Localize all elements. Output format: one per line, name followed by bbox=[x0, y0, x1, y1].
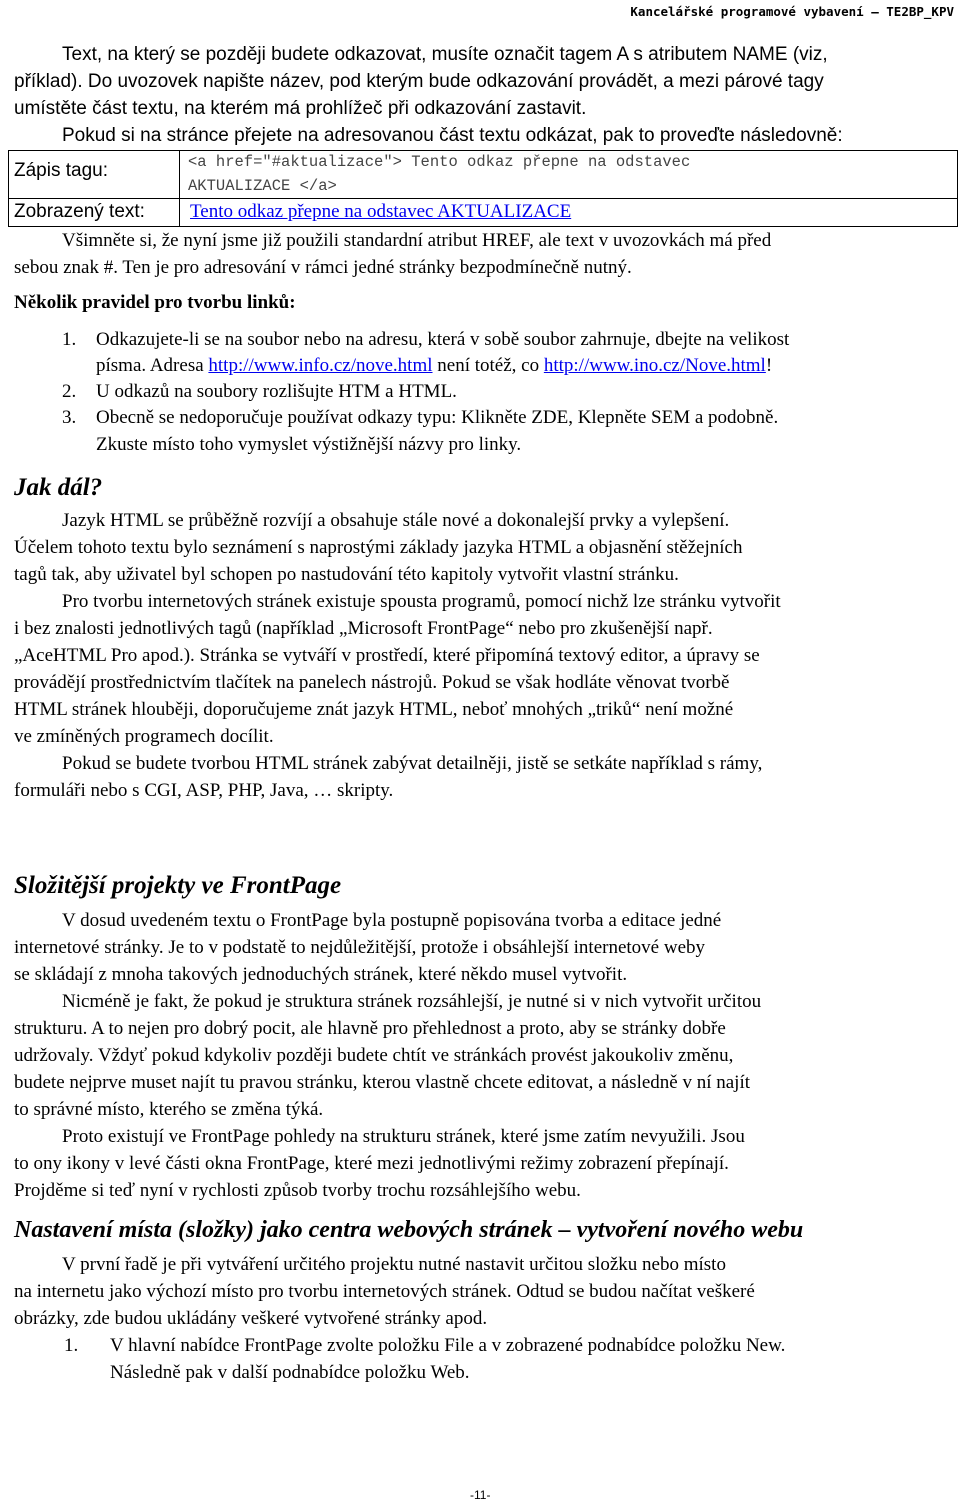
frontpage-line-11: Projděme si teď nyní v rychlosti způsob tvorby trochu rozsáhlejšího webu. bbox=[14, 1180, 581, 1201]
page-number: -11- bbox=[470, 1488, 491, 1502]
link-info-nove[interactable]: http://www.info.cz/nove.html bbox=[208, 355, 433, 376]
jak-dal-heading: Jak dál? bbox=[14, 474, 103, 501]
nastaveni-line-1: V první řadě je při vytváření určitého projektu nutné nastavit určitou složku nebo místo bbox=[62, 1254, 726, 1275]
displayed-text-label: Zobrazený text: bbox=[14, 201, 145, 222]
jak-dal-line-8: HTML stránek hlouběji, doporučujeme znát jazyk HTML, neboť mnohých „triků“ není možné bbox=[14, 699, 734, 720]
jak-dal-line-7: provádějí prostřednictvím tlačítek na panelech nástrojů. Pokud se však hodláte věnovat tvorbě bbox=[14, 672, 730, 693]
rules-heading: Několik pravidel pro tvorbu linků: bbox=[14, 292, 296, 313]
frontpage-line-7: budete nejprve muset najít tu pravou stránku, kterou vlastně chcete editovat, a následně v ní najít bbox=[14, 1072, 751, 1093]
nastaveni-line-2: na internetu jako výchozí místo pro tvorbu internetových stránek. Odtud se budou načítat veškeré bbox=[14, 1281, 755, 1302]
intro-line-3: umístěte část textu, na kterém má prohlížeč při odkazování zastavit. bbox=[14, 98, 587, 119]
jak-dal-line-1: Jazyk HTML se průběžně rozvíjí a obsahuje stále nové a dokonalejší prvky a vylepšení. bbox=[62, 510, 730, 531]
nastaveni-heading: Nastavení místa (složky) jako centra webových stránek – vytvoření nového webu bbox=[14, 1217, 804, 1243]
rule-1-line-1: Odkazujete-li se na soubor nebo na adresu, která v sobě soubor zahrnuje, dbejte na velikost bbox=[96, 329, 790, 350]
rule-1-number: 1. bbox=[62, 329, 77, 350]
rule-1-line-2: písma. Adresa http://www.info.cz/nove.html není totéž, co http://www.ino.cz/Nove.html! bbox=[96, 355, 773, 376]
rule-2-text: U odkazů na soubory rozlišujte HTM a HTML. bbox=[96, 381, 457, 402]
frontpage-line-9: Proto existují ve FrontPage pohledy na strukturu stránek, které jsme zatím nevyužili. Jsou bbox=[62, 1126, 745, 1147]
rule-3-number: 3. bbox=[62, 407, 77, 428]
jak-dal-line-10: Pokud se budete tvorbou HTML stránek zabývat detailněji, jistě se setkáte například s rámy, bbox=[62, 753, 763, 774]
intro-line-1: Text, na který se později budete odkazovat, musíte označit tagem A s atributem NAME (viz, bbox=[62, 44, 828, 65]
tag-code-line-1: <a href="#aktualizace"> Tento odkaz přepne na odstavec bbox=[188, 153, 691, 171]
frontpage-line-10: to ony ikony v levé části okna FrontPage, které mezi jednotlivými režimy zobrazení přepínají. bbox=[14, 1153, 729, 1174]
note-line-1: Všimněte si, že nyní jsme již použili standardní atribut HREF, ale text v uvozovkách má před bbox=[62, 230, 772, 251]
frontpage-heading: Složitější projekty ve FrontPage bbox=[14, 872, 342, 899]
rule-3-line-1: Obecně se nedoporučuje používat odkazy typu: Klikněte ZDE, Klepněte SEM a podobně. bbox=[96, 407, 779, 428]
intro-line-2: příklad). Do uvozovek napište název, pod kterým bude odkazování provádět, a mezi párové tagy bbox=[14, 71, 824, 92]
nastaveni-item-1-line-1: V hlavní nabídce FrontPage zvolte položku File a v zobrazené podnabídce položku New. bbox=[110, 1335, 786, 1356]
rule-3-line-2: Zkuste místo toho vymyslet výstižnější názvy pro linky. bbox=[96, 434, 522, 455]
nastaveni-line-3: obrázky, zde budou ukládány veškeré vytvořené stránky apod. bbox=[14, 1308, 488, 1329]
frontpage-line-8: to správné místo, kterého se změna týká. bbox=[14, 1099, 324, 1120]
jak-dal-line-5: i bez znalosti jednotlivých tagů (například „Microsoft FrontPage“ nebo pro zkušenější např. bbox=[14, 618, 713, 639]
jak-dal-line-11: formuláři nebo s CGI, ASP, PHP, Java, … skripty. bbox=[14, 780, 394, 801]
document-header: Kancelářské programové vybavení – TE2BP_KPV bbox=[630, 4, 954, 19]
link-ino-nove[interactable]: http://www.ino.cz/Nove.html bbox=[543, 355, 766, 376]
example-anchor-link[interactable]: Tento odkaz přepne na odstavec AKTUALIZACE bbox=[190, 201, 572, 222]
jak-dal-line-6: „AceHTML Pro apod.). Stránka se vytváří v prostředí, které připomíná textový editor, a úpravy se bbox=[14, 645, 760, 666]
frontpage-line-6: udržovaly. Vždyť pokud kdykoliv později budete chtít ve stránkách provést jakoukoliv změnu, bbox=[14, 1045, 734, 1066]
frontpage-line-1: V dosud uvedeném textu o FrontPage byla postupně popisována tvorba a editace jedné bbox=[62, 910, 722, 931]
tag-syntax-label: Zápis tagu: bbox=[14, 160, 108, 181]
frontpage-line-5: strukturu. A to nejen pro dobrý pocit, ale hlavně pro přehlednost a proto, aby se stránky dobře bbox=[14, 1018, 726, 1039]
jak-dal-line-9: ve zmíněných programech docílit. bbox=[14, 726, 274, 747]
intro-line-4: Pokud si na stránce přejete na adresovanou část textu odkázat, pak to proveďte následovně: bbox=[62, 125, 843, 146]
rule-2-number: 2. bbox=[62, 381, 77, 402]
frontpage-line-2: internetové stránky. Je to v podstatě to nejdůležitější, protože i obsáhlejší internetové weby bbox=[14, 937, 706, 958]
tag-code-line-2: AKTUALIZACE </a> bbox=[188, 177, 337, 195]
frontpage-line-3: se skládají z mnoha takových jednoduchých stránek, které někdo musel vytvořit. bbox=[14, 964, 628, 985]
frontpage-line-4: Nicméně je fakt, že pokud je struktura stránek rozsáhlejší, je nutné si v nich vytvořit určitou bbox=[62, 991, 762, 1012]
nastaveni-item-1-line-2: Následně pak v další podnabídce položku Web. bbox=[110, 1362, 470, 1383]
jak-dal-line-4: Pro tvorbu internetových stránek existuje spousta programů, pomocí nichž lze stránku vytvořit bbox=[62, 591, 781, 612]
nastaveni-item-1-number: 1. bbox=[64, 1335, 79, 1356]
note-line-2: sebou znak #. Ten je pro adresování v rámci jedné stránky bezpodmínečně nutný. bbox=[14, 257, 632, 278]
jak-dal-line-3: tagů tak, aby uživatel byl schopen po nastudování této kapitoly vytvořit vlastní stránku. bbox=[14, 564, 679, 585]
jak-dal-line-2: Účelem tohoto textu bylo seznámení s naprostými základy jazyka HTML a objasnění stěžejních bbox=[14, 537, 743, 558]
